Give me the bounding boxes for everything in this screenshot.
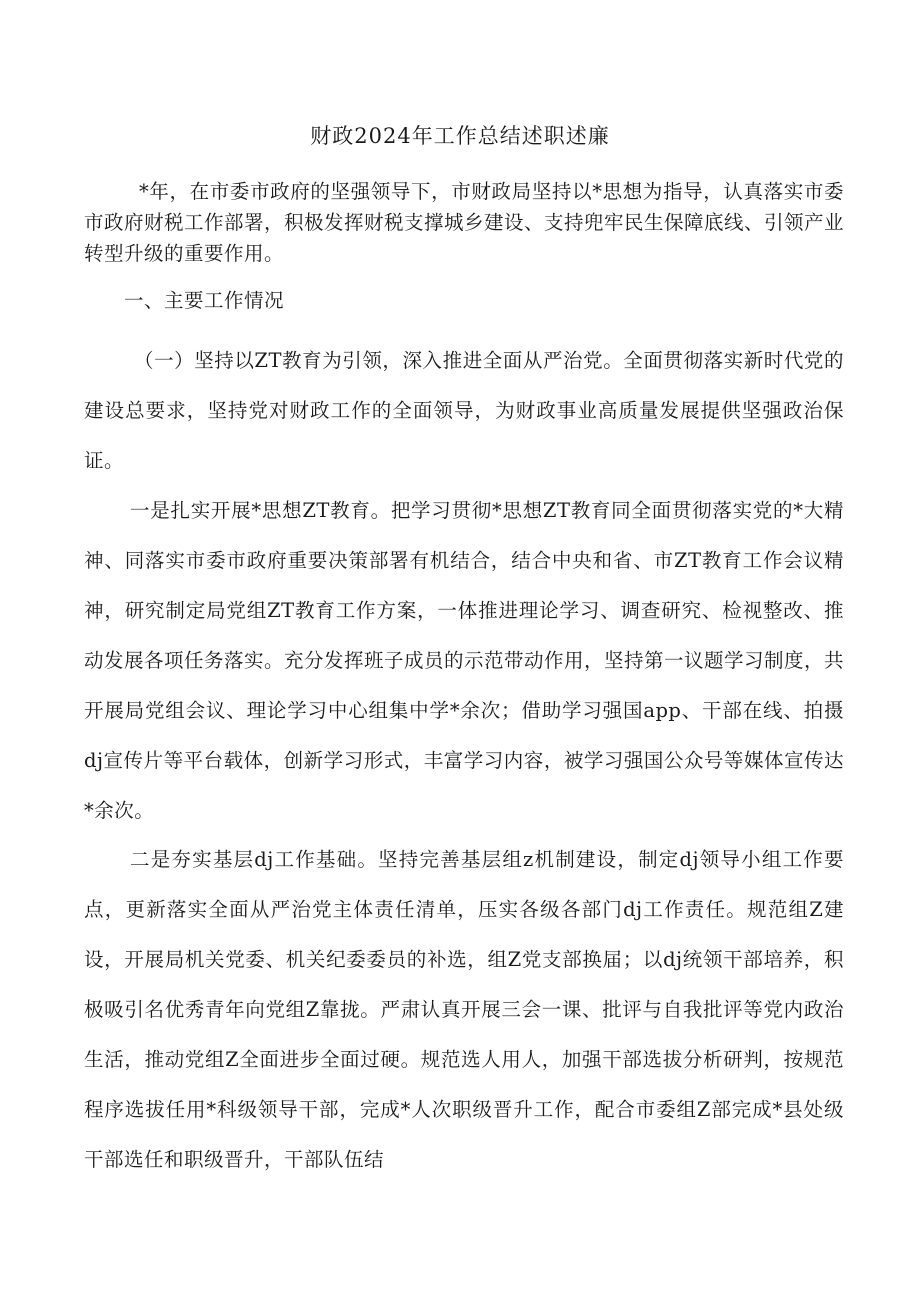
body-paragraph-1: 一是扎实开展*思想ZT教育。把学习贯彻*思想ZT教育同全面贯彻落实党的*大精神、同落实市委市政府重要决策部署有机结合，结合中央和省、市ZT教育工作会议精神，研究制定局党组ZT教育工作方案，一体推进理论学习、调查研究、检视整改、推动发展各项任务落实。充分发挥班子成员的示范带动作用，坚持第一议题学习制度，共开展局党组会议、理论学习中心组集中学*余次；借助学习强国app、干部在线、拍摄dj宣传片等平台载体，创新学习形式，丰富学习内容，被学习强国公众号等媒体宣传达*余次。	[84, 499, 845, 822]
intro-paragraph: *年，在市委市政府的坚强领导下，市财政局坚持以*思想为指导，认真落实市委市政府财税工作部署，积极发挥财税支撑城乡建设、支持兜牢民生保障底线、引领产业转型升级的重要作用。	[84, 180, 845, 265]
section-heading: 一、主要工作情况	[124, 289, 285, 312]
document-title: 财政2024年工作总结述职述廉	[310, 124, 610, 148]
body-paragraph-2: 二是夯实基层dj工作基础。坚持完善基层组z机制建设，制定dj领导小组工作要点，更新落实全面从严治党主体责任清单，压实各级各部门dj工作责任。规范组Z建设，开展局机关党委、机关纪委委员的补选，组Z党支部换届；以dj统领干部培养，积极吸引名优秀青年向党组Z靠拢。严肃认真开展三会一课、批评与自我批评等党内政治生活，推动党组Z全面进步全面过硬。规范选人用人，加强干部选拔分析研判，按规范程序选拔任用*科级领导干部，完成*人次职级晋升工作，配合市委组Z部完成*县处级干部选任和职级晋升，干部队伍结	[84, 848, 844, 1171]
subsection-paragraph: （一）坚持以ZT教育为引领，深入推进全面从严治党。全面贯彻落实新时代党的建设总要求，坚持党对财政工作的全面领导，为财政事业高质量发展提供坚强政治保证。	[84, 349, 844, 472]
